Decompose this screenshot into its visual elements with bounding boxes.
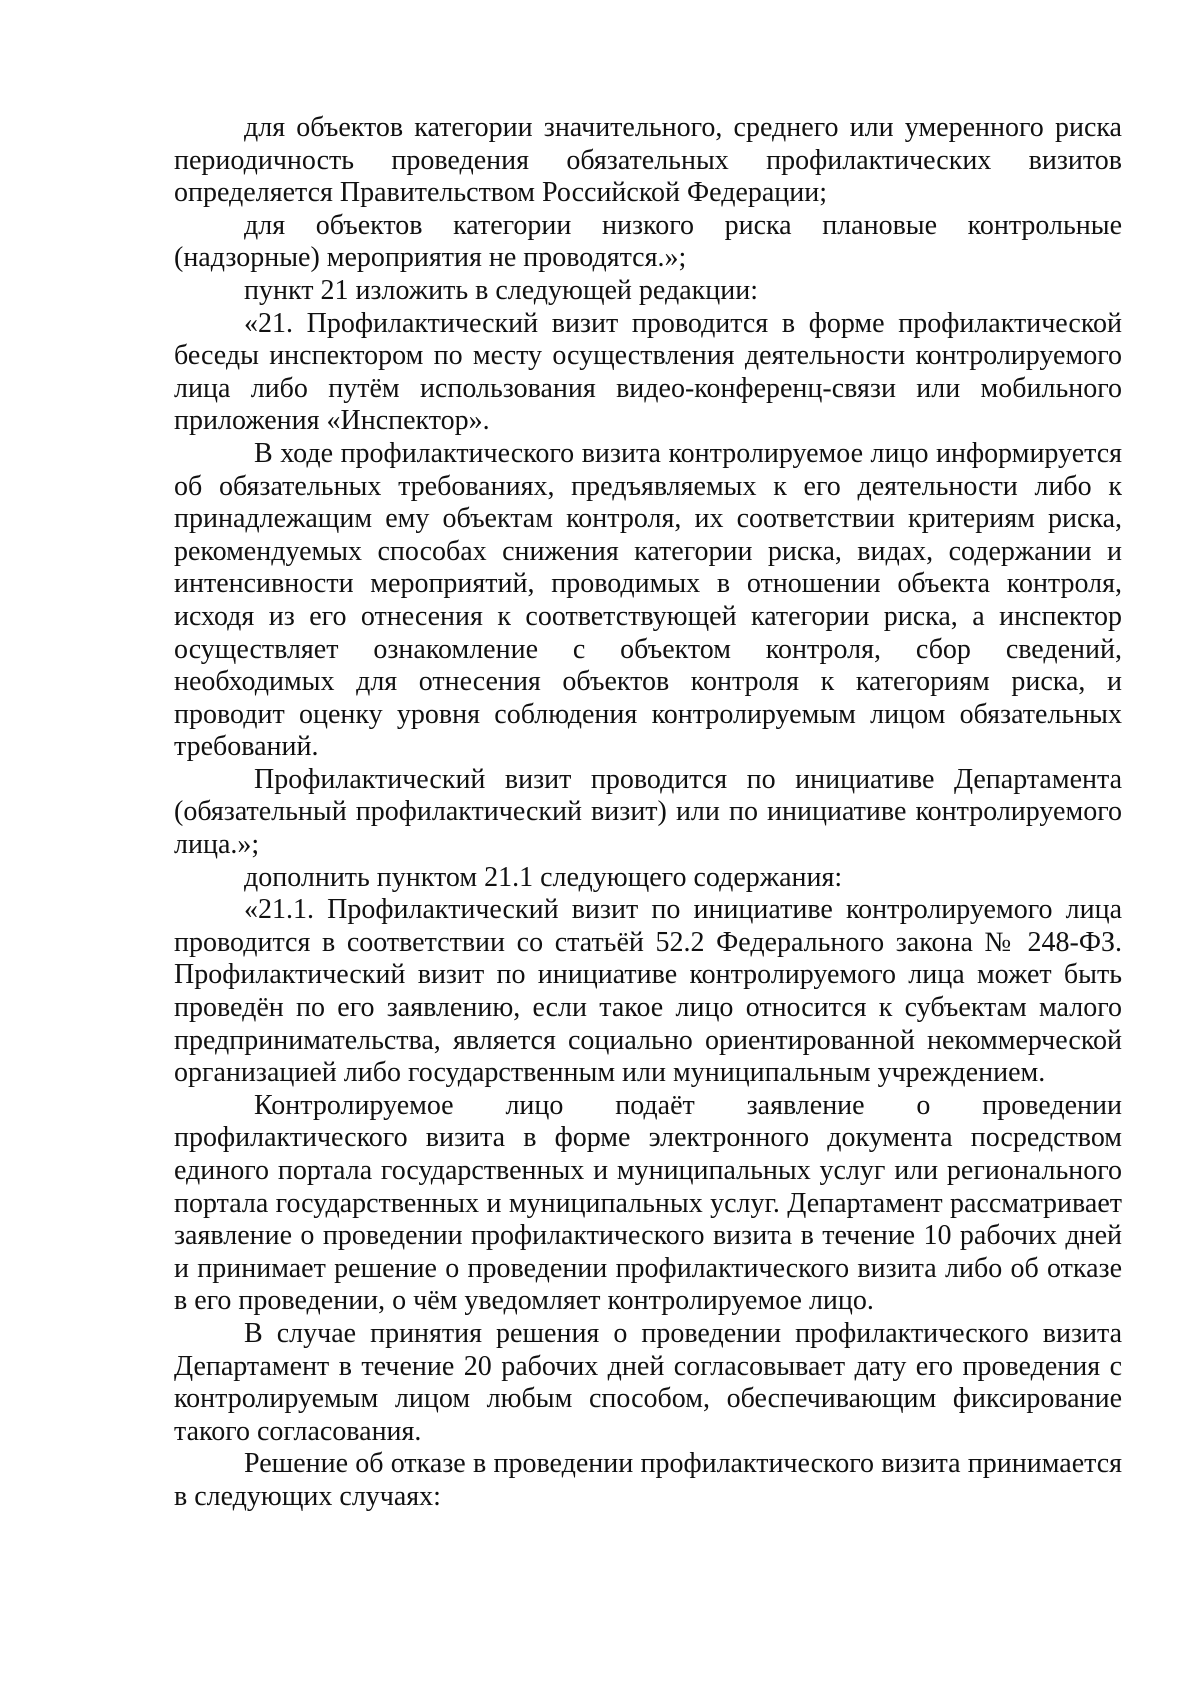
paragraph-risk-periodicity: для объектов категории значительного, среднего или умеренного риска периодичность проведения обязательных профилактических визитов определяется Правительством Российской Федерации;	[174, 112, 1122, 209]
paragraph-item-21-1: «21.1. Профилактический визит по инициативе контролируемого лица проводится в соответствии со статьёй 52.2 Федерального закона № 248-ФЗ. Профилактический визит по инициативе контролируемого лица может быть проведён по его заявлению, если такое лицо относится к субъектам малого предпринимательства, является социально ориентированной некоммерческой организацией либо государственным или муниципальным учреждением.	[174, 894, 1122, 1089]
paragraph-item-21-1-add: дополнить пунктом 21.1 следующего содержания:	[244, 861, 843, 893]
paragraph-item-21-edit: пункт 21 изложить в следующей редакции:	[244, 274, 758, 306]
paragraph-low-risk: для объектов категории низкого риска плановые контрольные (надзорные) мероприятия не проводятся.»;	[174, 209, 1122, 274]
paragraph-visit-course: В ходе профилактического визита контролируемое лицо информируется об обязательных требованиях, предъявляемых к его деятельности либо к принадлежащим ему объектам контроля, их соответствии критериям риска, рекомендуемых способах снижения категории риска, видах, содержании и интенсивности мероприятий, проводимых в отношении объекта контроля, исходя из его отнесения к соответствующей категории риска, а инспектор осуществляет ознакомление с объектом контроля, сбор сведений, необходимых для отнесения объектов контроля к категориям риска, и проводит оценку уровня соблюдения контролируемым лицом обязательных требований.	[174, 437, 1122, 763]
paragraph-date-agreement: В случае принятия решения о проведении профилактического визита Департамент в течение 20 рабочих дней согласовывает дату его проведения с контролируемым лицом любым способом, обеспечивающим фиксирование такого согласования.	[174, 1317, 1122, 1447]
paragraph-visit-initiative: Профилактический визит проводится по инициативе Департамента (обязательный профилактический визит) или по инициативе контролируемого лица.»;	[174, 763, 1122, 861]
paragraph-item-21: «21. Профилактический визит проводится в форме профилактической беседы инспектором по месту осуществления деятельности контролируемого лица либо путём использования видео-конференц-связи или мобильного приложения «Инспектор».	[174, 307, 1122, 437]
paragraph-application: Контролируемое лицо подаёт заявление о проведении профилактического визита в форме электронного документа посредством единого портала государственных и муниципальных услуг или регионального портала государственных и муниципальных услуг. Департамент рассматривает заявление о проведении профилактического визита в течение 10 рабочих дней и принимает решение о проведении профилактического визита либо об отказе в его проведении, о чём уведомляет контролируемое лицо.	[174, 1089, 1122, 1317]
paragraph-refusal-cases: Решение об отказе в проведении профилактического визита принимается в следующих случаях:	[174, 1448, 1122, 1512]
document-body	[174, 112, 1122, 1514]
